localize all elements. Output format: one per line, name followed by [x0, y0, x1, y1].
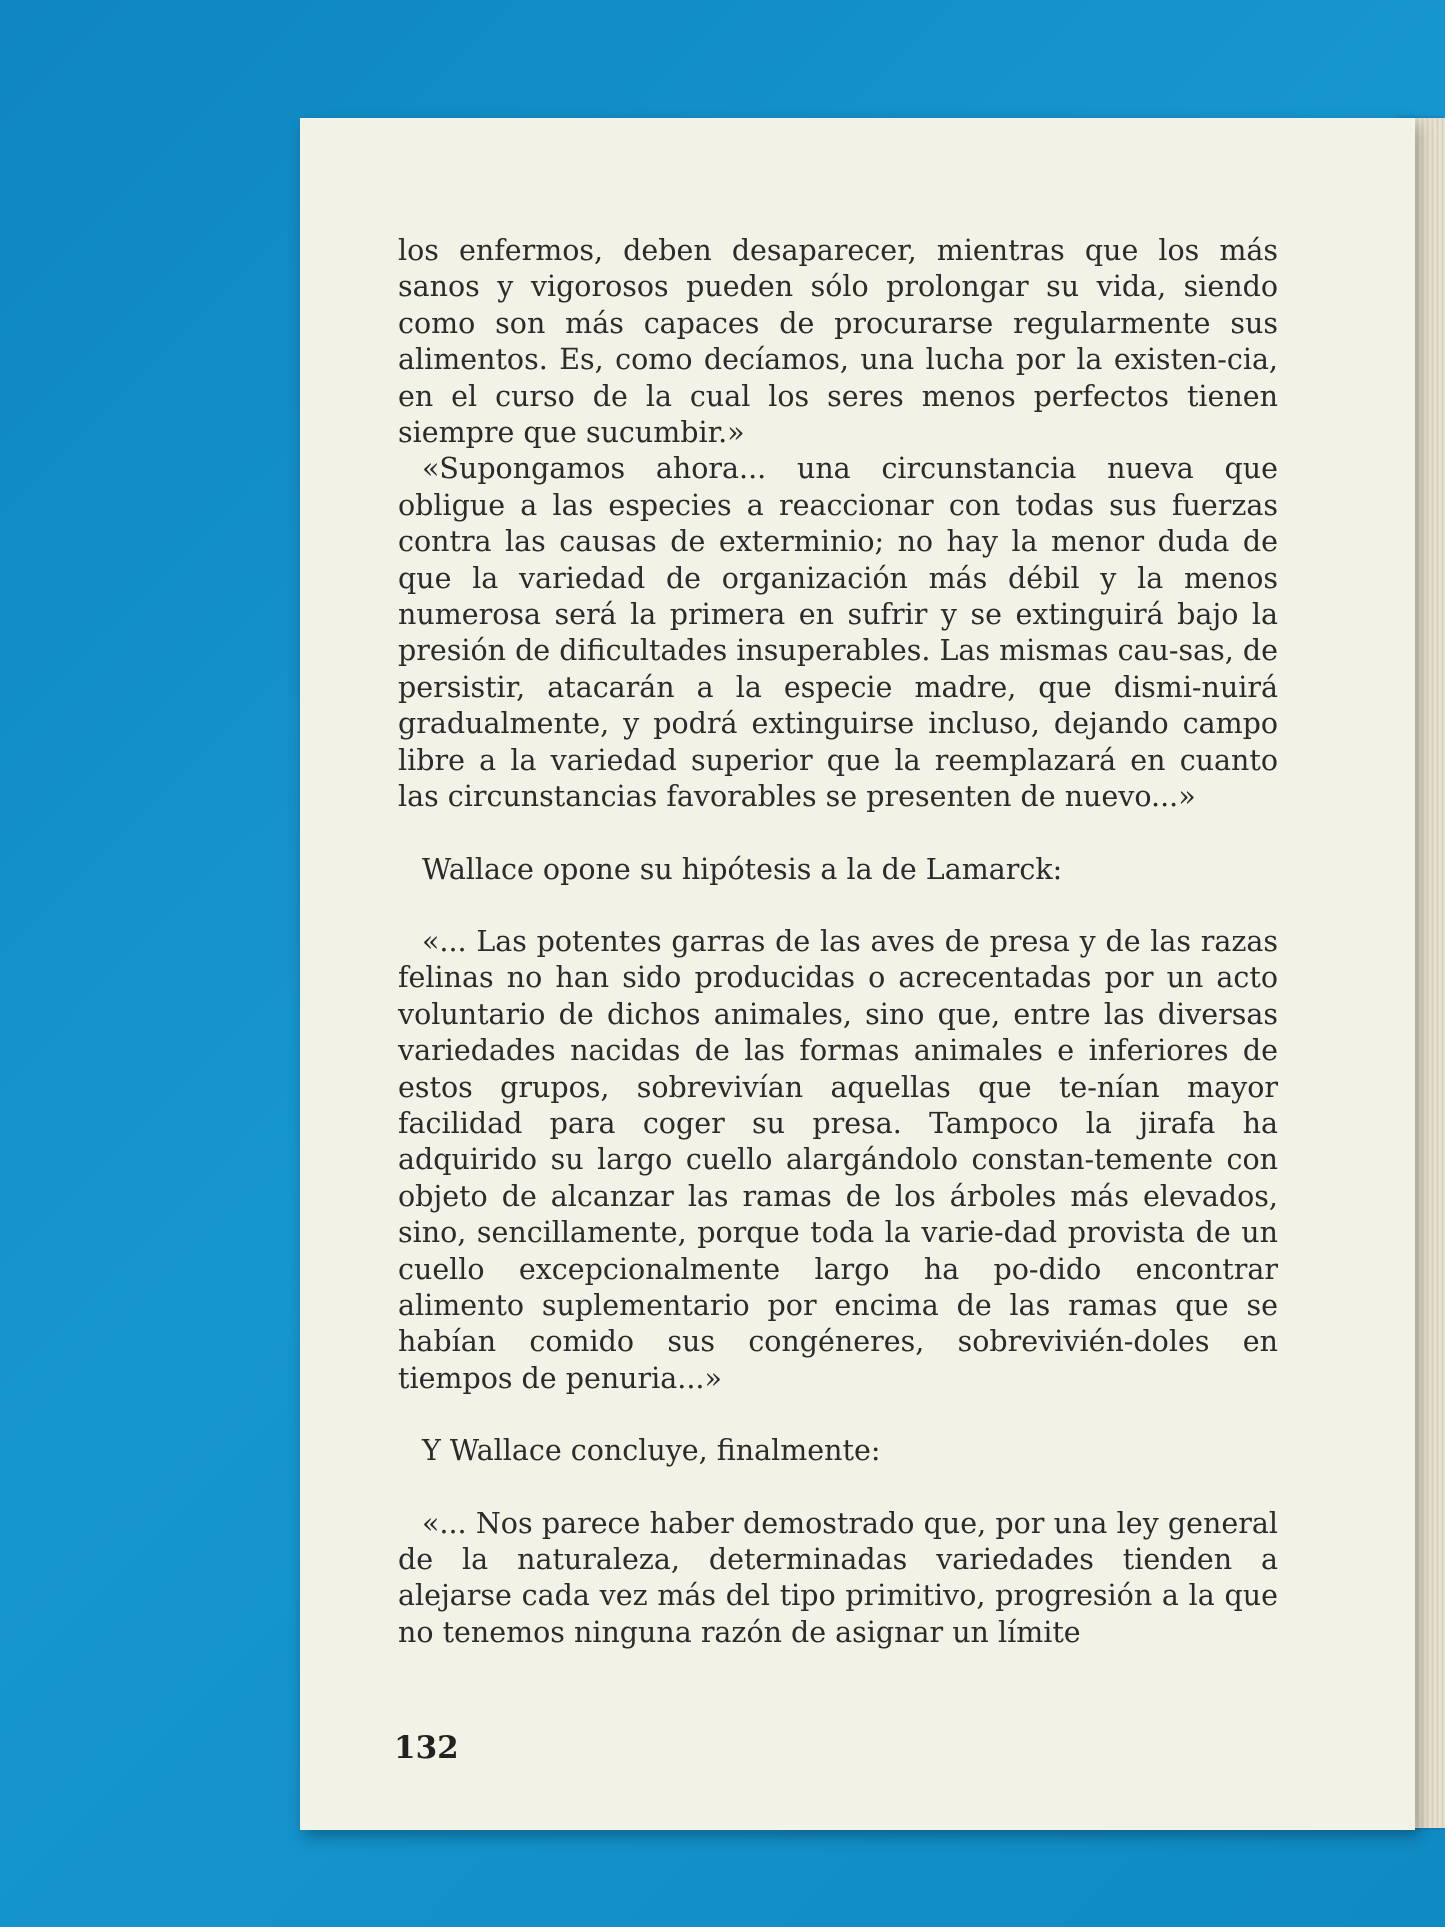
page-number: 132 [394, 1730, 459, 1766]
book-page [300, 118, 1415, 1830]
paragraph-survival-end: los enfermos, deben desaparecer, mientras que los más sanos y vigorosos pueden sólo prolongar su vida, siendo como son más capaces de procurarse regularmente sus alimentos. Es, como decíamos, una lucha por la existen-cia, en el curso de la cual los seres menos perfectos tienen siempre que sucumbir.» [398, 234, 1278, 450]
paragraph-wallace-opone: Wallace opone su hipótesis a la de Lamarck: [422, 852, 1063, 886]
paragraph-supongamos: «Supongamos ahora... una circunstancia nueva que obligue a las especies a reaccionar con todas sus fuerzas contra las causas de exterminio; no hay la menor duda de que la variedad de organización más débil y la menos numerosa será la primera en sufrir y se extinguirá bajo la presión de dificultades insuperables. Las mismas cau-sas, de persistir, atacarán a la especie madre, que dismi-nuirá gradualmente, y podrá extinguirse incluso, dejando campo libre a la variedad superior que la reemplazará en cuanto las circunstancias favorables se presenten de nuevo...» [398, 452, 1278, 814]
paragraph-wallace-concluye: Y Wallace concluye, finalmente: [422, 1434, 881, 1468]
paragraph-potentes-garras: «... Las potentes garras de las aves de presa y de las razas felinas no han sido producidas o acrecentadas por un acto voluntario de dichos animales, sino que, entre las diversas variedades nacidas de las formas animales e inferiores de estos grupos, sobrevivían aquellas que te-nían mayor facilidad para coger su presa. Tampoco la jirafa ha adquirido su largo cuello alargándolo constan-temente con objeto de alcanzar las ramas de los árboles más elevados, sino, sencillamente, porque toda la varie-dad provista de un cuello excepcionalmente largo ha po-dido encontrar alimento suplementario por encima de las ramas que se habían comido sus congéneres, sobrevivién-doles en tiempos de penuria...» [398, 924, 1278, 1395]
page-body-text [398, 233, 1278, 1651]
paragraph-nos-parece: «... Nos parece haber demostrado que, por una ley general de la naturaleza, determinadas variedades tienden a alejarse cada vez más del tipo primitivo, progresión a la que no tenemos ninguna razón de asignar un límite [398, 1506, 1278, 1649]
